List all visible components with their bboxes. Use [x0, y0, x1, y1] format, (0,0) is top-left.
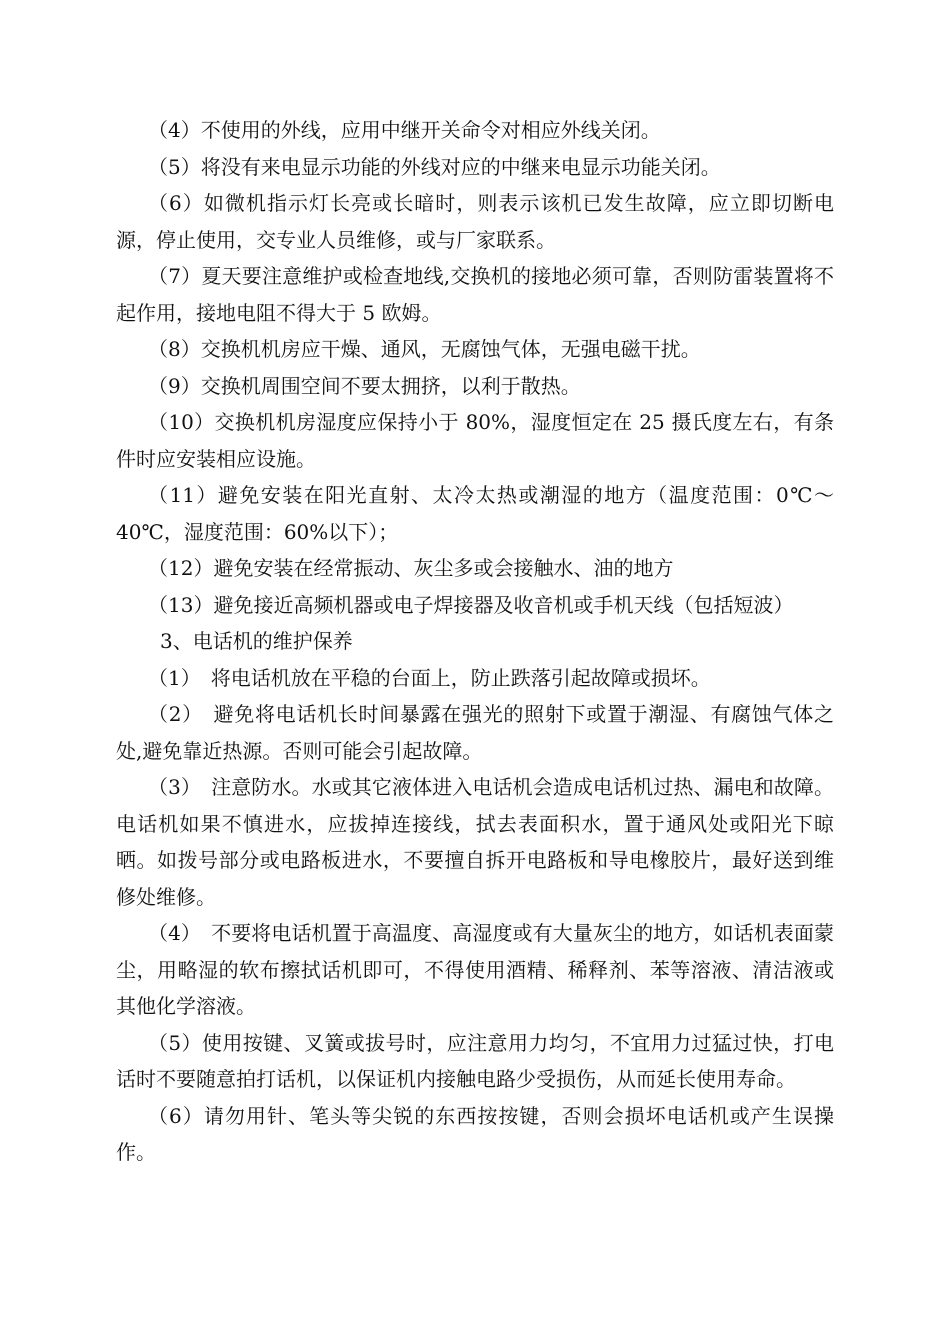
paragraph: （8）交换机机房应干燥、通风，无腐蚀气体，无强电磁干扰。: [148, 337, 701, 361]
paragraph: （1） 将电话机放在平稳的台面上，防止跌落引起故障或损坏。: [148, 665, 711, 690]
paragraph: （11）避免安装在阳光直射、太冷太热或潮湿的地方（温度范围：0℃～40℃，湿度范围：60%以下）；: [116, 483, 834, 544]
paragraph: （2） 避免将电话机长时间暴露在强光的照射下或置于潮湿、有腐蚀气体之处,避免靠近热源。否则可能会引起故障。: [116, 702, 834, 763]
paragraph: （5）使用按键、叉簧或拔号时，应注意用力均匀，不宜用力过猛过快，打电话时不要随意拍打话机，以保证机内接触电路少受损伤，从而延长使用寿命。: [116, 1030, 834, 1091]
paragraph: （6）如微机指示灯长亮或长暗时，则表示该机已发生故障，应立即切断电源，停止使用，交专业人员维修，或与厂家联系。: [116, 191, 834, 252]
paragraph: （10）交换机机房湿度应保持小于 80%，湿度恒定在 25 摄氏度左右，有条件时应安装相应设施。: [116, 410, 834, 471]
document-body: [116, 112, 834, 1171]
paragraph: （9）交换机周围空间不要太拥挤，以利于散热。: [148, 373, 581, 398]
paragraph: （13）避免接近高频机器或电子焊接器及收音机或手机天线（包括短波）: [148, 592, 794, 617]
paragraph: （5）将没有来电显示功能的外线对应的中继来电显示功能关闭。: [148, 154, 721, 179]
paragraph: （7）夏天要注意维护或检查地线,交换机的接地必须可靠，否则防雷装置将不起作用，接地电阻不得大于 5 欧姆。: [116, 264, 834, 325]
paragraph: （3） 注意防水。水或其它液体进入电话机会造成电话机过热、漏电和故障。电话机如果不慎进水，应拔掉连接线，拭去表面积水，置于通风处或阳光下晾晒。如拨号部分或电路板进水，不要擅自拆开电路板和导电橡胶片，最好送到维修处维修。: [116, 775, 834, 909]
paragraph: （4） 不要将电话机置于高温度、高湿度或有大量灰尘的地方，如话机表面蒙尘，用略湿的软布擦拭话机即可，不得使用酒精、稀释剂、苯等溶液、清洁液或其他化学溶液。: [116, 921, 834, 1018]
paragraph: （6）请勿用针、笔头等尖锐的东西按按键，否则会损坏电话机或产生误操作。: [116, 1103, 834, 1164]
paragraph: （4）不使用的外线，应用中继开关命令对相应外线关闭。: [148, 118, 661, 142]
paragraph: （12）避免安装在经常振动、灰尘多或会接触水、油的地方: [148, 556, 674, 580]
section-heading: 3、电话机的维护保养: [160, 629, 353, 653]
